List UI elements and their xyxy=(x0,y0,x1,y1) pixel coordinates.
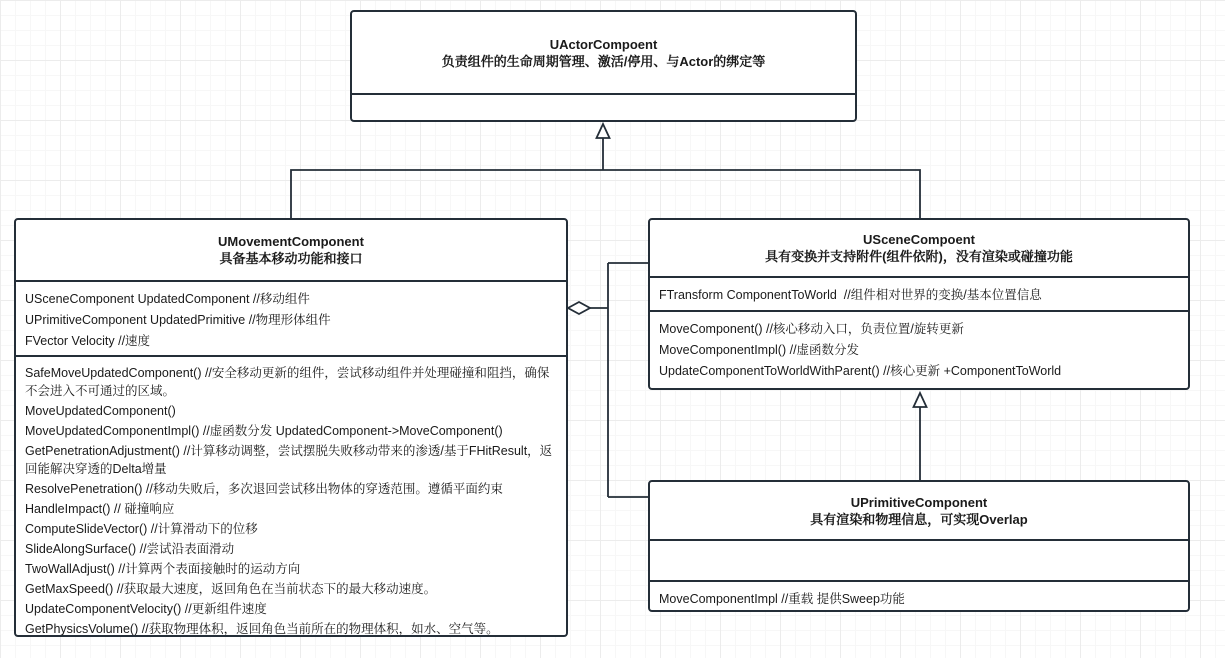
methods-compartment xyxy=(16,357,566,635)
method-row: HandleImpact() // 碰撞响应 xyxy=(25,502,175,516)
class-header xyxy=(650,482,1188,541)
class-subtitle: 具有变换并支持附件(组件依附)，没有渲染或碰撞功能 xyxy=(765,249,1073,264)
method-row: MoveComponentImpl //重载 提供Sweep功能 xyxy=(659,592,905,606)
method-row: SafeMoveUpdatedComponent() //安全移动更新的组件，尝试移动组件并处理碰撞和阻挡，确保不会进入不可通过的区域。 xyxy=(25,366,550,398)
methods-compartment xyxy=(650,582,1188,610)
hollow-triangle-arrowhead xyxy=(914,393,927,407)
attribute-row: UPrimitiveComponent UpdatedPrimitive //物理形体组件 xyxy=(25,313,331,327)
class-box-umovementcomponent[interactable] xyxy=(14,218,568,637)
inheritance-edge-movement-scene-to-actor[interactable] xyxy=(291,124,920,218)
class-title: UPrimitiveComponent xyxy=(850,494,988,510)
class-box-uactorcompoent[interactable] xyxy=(350,10,857,122)
method-row: MoveUpdatedComponentImpl() //虚函数分发 UpdatedComponent->MoveComponent() xyxy=(25,424,503,438)
method-row: GetMaxSpeed() //获取最大速度，返回角色在当前状态下的最大移动速度。 xyxy=(25,582,437,596)
method-row: SlideAlongSurface() //尝试沿表面滑动 xyxy=(25,542,235,556)
class-title: UActorCompoent xyxy=(549,36,658,52)
method-row: GetPenetrationAdjustment() //计算移动调整，尝试摆脱失败移动带来的渗透/基于FHitResult，返回能解决穿透的Delta增量 xyxy=(25,444,553,476)
class-header xyxy=(16,220,566,282)
class-title: USceneCompoent xyxy=(863,232,975,247)
method-row: MoveUpdatedComponent() xyxy=(25,404,176,418)
class-subtitle: 具备基本移动功能和接口 xyxy=(219,251,363,266)
class-subtitle: 负责组件的生命周期管理、激活/停用、与Actor的绑定等 xyxy=(441,53,766,69)
class-box-uprimitivecomponent[interactable] xyxy=(648,480,1190,612)
class-box-uscenecompoent[interactable] xyxy=(648,218,1190,390)
method-row: UpdateComponentToWorldWithParent() //核心更新 +ComponentToWorld xyxy=(659,364,1062,378)
hollow-diamond-marker xyxy=(568,302,590,314)
inheritance-edge-primitive-to-scene[interactable] xyxy=(914,393,927,480)
empty-compartment xyxy=(352,95,855,120)
attribute-row: FVector Velocity //速度 xyxy=(25,334,151,348)
class-title: UMovementComponent xyxy=(218,234,364,249)
method-row: MoveComponentImpl() //虚函数分发 xyxy=(659,343,860,357)
attributes-compartment xyxy=(650,278,1188,312)
methods-compartment xyxy=(650,312,1188,388)
method-row: UpdateComponentVelocity() //更新组件速度 xyxy=(25,602,267,616)
class-header xyxy=(650,220,1188,278)
attribute-row: USceneComponent UpdatedComponent //移动组件 xyxy=(25,292,310,306)
class-header xyxy=(352,12,855,95)
method-row: ResolvePenetration() //移动失败后，多次退回尝试移出物体的穿透范围。遵循平面约束 xyxy=(25,482,503,496)
attributes-compartment xyxy=(16,282,566,357)
class-subtitle: 具有渲染和物理信息，可实现Overlap xyxy=(810,511,1028,527)
empty-attributes-compartment xyxy=(650,541,1188,582)
attribute-row: FTransform ComponentToWorld //组件相对世界的变换/基本位置信息 xyxy=(659,288,1042,302)
method-row: MoveComponent() //核心移动入口，负责位置/旋转更新 xyxy=(659,322,964,336)
method-row: GetPhysicsVolume() //获取物理体积，返回角色当前所在的物理体积，如水、空气等。 xyxy=(25,622,499,635)
hollow-triangle-arrowhead xyxy=(597,124,610,138)
method-row: ComputeSlideVector() //计算滑动下的位移 xyxy=(25,522,258,536)
method-row: TwoWallAdjust() //计算两个表面接触时的运动方向 xyxy=(25,562,301,576)
aggregation-edge-movement-to-scene-primitive[interactable] xyxy=(568,263,648,497)
